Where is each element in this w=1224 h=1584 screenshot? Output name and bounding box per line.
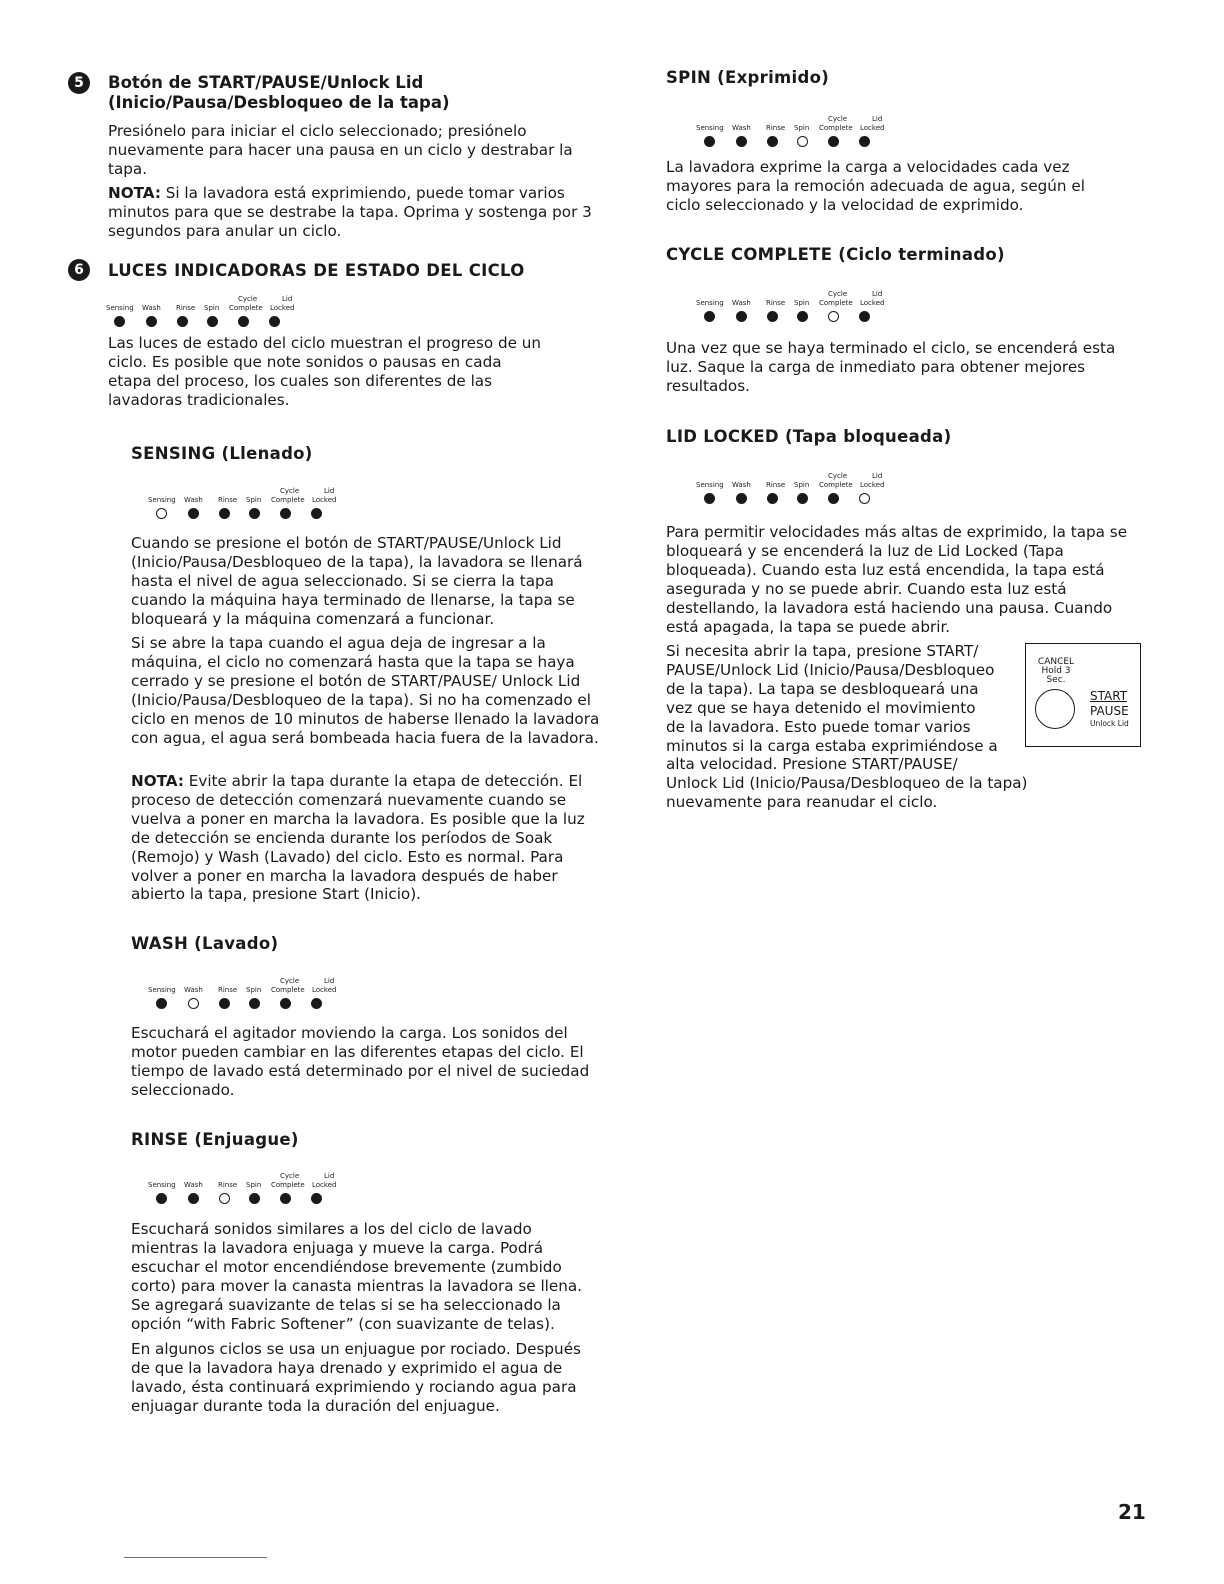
label-sensing: Sensing <box>696 481 724 489</box>
label-cycle: Cycle <box>238 295 258 303</box>
section-5-title-line2: (Inicio/Pausa/Desbloqueo de la tapa) <box>108 93 450 112</box>
section-5-title <box>108 73 608 113</box>
light-spin-icon <box>249 1193 260 1204</box>
indicator-lights-rinse <box>148 1163 378 1205</box>
label-rinse: Rinse <box>218 986 238 994</box>
cycle-complete-body: Una vez que se haya terminado el ciclo, se encenderá esta luz. Saque la carga de inmediato para obtener mejores resultados. <box>666 339 1116 395</box>
light-wash-icon <box>736 136 747 147</box>
label-locked: Locked <box>860 124 885 132</box>
section-5-number-icon: 5 <box>68 72 90 94</box>
label-cycle: Cycle <box>828 115 848 123</box>
label-rinse: Rinse <box>218 496 238 504</box>
label-rinse: Rinse <box>766 124 786 132</box>
label-wash: Wash <box>184 986 203 994</box>
light-rinse-icon <box>767 311 778 322</box>
label-complete: Complete <box>819 481 853 489</box>
light-lid-locked-icon <box>311 508 322 519</box>
label-sensing: Sensing <box>696 299 724 307</box>
light-spin-icon <box>207 316 218 327</box>
label-spin: Spin <box>794 299 810 307</box>
note-label: NOTA: <box>131 772 184 790</box>
label-wash: Wash <box>184 496 203 504</box>
label-locked: Locked <box>312 496 337 504</box>
label-lid: Lid <box>324 1172 335 1180</box>
label-locked: Locked <box>312 986 337 994</box>
indicator-lights-lid-locked <box>696 463 926 505</box>
label-cycle: Cycle <box>280 977 300 985</box>
section-5-body: Presiónelo para iniciar el ciclo seleccionado; presiónelo nuevamente para hacer una pausa en un ciclo y destrabar la tapa. <box>108 122 573 178</box>
light-sensing-icon <box>156 508 167 519</box>
light-sensing-icon <box>114 316 125 327</box>
light-cycle-complete-icon <box>828 136 839 147</box>
label-cycle: Cycle <box>828 290 848 298</box>
light-rinse-icon <box>219 508 230 519</box>
sensing-note <box>131 772 601 904</box>
lid-locked-p2-line: nuevamente para reanudar el ciclo. <box>666 793 938 812</box>
label-spin: Spin <box>204 304 220 312</box>
label-cycle: Cycle <box>280 487 300 495</box>
light-spin-icon <box>797 311 808 322</box>
lid-locked-p2-line: PAUSE/Unlock Lid (Inicio/Pausa/Desbloqueo <box>666 660 995 679</box>
rinse-p1: Escuchará sonidos similares a los del ciclo de lavado mientras la lavadora enjuaga y mueve la carga. Podrá escuchar el motor encendiéndose brevemente (zumbido corto) para mover la canasta mientras la lavadora se llena. Se agregará suavizante de telas si se ha seleccionado la opción “with Fabric Softener” (con suavizante de telas). <box>131 1220 582 1333</box>
light-sensing-icon <box>704 311 715 322</box>
light-lid-locked-icon <box>311 1193 322 1204</box>
label-sensing: Sensing <box>148 496 176 504</box>
label-complete: Complete <box>819 124 853 132</box>
label-rinse: Rinse <box>766 481 786 489</box>
lid-locked-p2-line: de la lavadora. Esto puede tomar varios <box>666 717 971 736</box>
sensing-p1: Cuando se presione el botón de START/PAUSE/Unlock Lid (Inicio/Pausa/Desbloqueo de la tapa), la lavadora se llenará hasta el nivel de agua seleccionado. Si se cierra la tapa cuando la máquina haya terminado de llenarse, la tapa se bloqueará y la máquina comenzará a funcionar. <box>131 534 583 628</box>
spin-body: La lavadora exprime la carga a velocidades cada vez mayores para la remoción adecuada de agua, según el ciclo seleccionado y la velocidad de exprimido. <box>666 158 1085 214</box>
indicator-lights-spin <box>696 106 926 148</box>
label-wash: Wash <box>184 1181 203 1189</box>
rinse-p2: En algunos ciclos se usa un enjuague por rociado. Después de que la lavadora haya drenado y exprimido el agua de lavado, ésta continuará exprimiendo y rociando agua para enjuagar durante toda la duración del enjuague. <box>131 1340 581 1415</box>
label-wash: Wash <box>142 304 161 312</box>
wash-body: Escuchará el agitador moviendo la carga. Los sonidos del motor pueden cambiar en las diferentes etapas del ciclo. El tiempo de lavado está determinado por el nivel de suciedad seleccionado. <box>131 1024 590 1099</box>
light-spin-icon <box>249 998 260 1009</box>
lid-locked-p2-line: vez que se haya detenido el movimiento <box>666 698 976 717</box>
panel-cancel-label: CANCEL <box>1037 657 1075 667</box>
label-wash: Wash <box>732 124 751 132</box>
label-lid: Lid <box>282 295 293 303</box>
indicator-lights-wash <box>148 968 378 1010</box>
label-sensing: Sensing <box>148 986 176 994</box>
note-label: NOTA: <box>108 184 161 202</box>
light-lid-locked-icon <box>859 136 870 147</box>
section-5-title-line1: Botón de START/PAUSE/Unlock Lid <box>108 73 424 92</box>
label-locked: Locked <box>860 299 885 307</box>
page-number: 21 <box>1118 1500 1146 1524</box>
light-rinse-icon <box>219 998 230 1009</box>
light-lid-locked-icon <box>859 493 870 504</box>
section-6-body: Las luces de estado del ciclo muestran el progreso de un ciclo. Es posible que note sonidos o pausas en cada etapa del proceso, los cuales son diferentes de las lavadoras tradicionales. <box>108 334 542 409</box>
label-lid: Lid <box>872 115 883 123</box>
light-wash-icon <box>736 493 747 504</box>
indicator-lights-sensing <box>148 478 378 520</box>
spin-title: SPIN (Exprimido) <box>666 68 830 87</box>
label-lid: Lid <box>872 290 883 298</box>
wash-title: WASH (Lavado) <box>131 934 279 953</box>
panel-unlock-label: Unlock Lid <box>1090 719 1129 728</box>
start-pause-button-icon <box>1035 689 1075 729</box>
footer-rule <box>124 1557 267 1558</box>
light-cycle-complete-icon <box>828 311 839 322</box>
label-complete: Complete <box>271 986 305 994</box>
section-5-note <box>108 184 608 241</box>
label-locked: Locked <box>860 481 885 489</box>
indicator-lights-all <box>106 286 336 328</box>
label-spin: Spin <box>794 124 810 132</box>
lid-locked-p2-line: Si necesita abrir la tapa, presione START/ <box>666 642 979 660</box>
light-wash-icon <box>188 998 199 1009</box>
cycle-complete-title: CYCLE COMPLETE (Ciclo terminado) <box>666 245 1005 264</box>
panel-cancel-text <box>1032 658 1080 685</box>
label-lid: Lid <box>872 472 883 480</box>
light-spin-icon <box>249 508 260 519</box>
light-cycle-complete-icon <box>280 998 291 1009</box>
indicator-lights-cycle-complete <box>696 281 926 323</box>
rinse-title: RINSE (Enjuague) <box>131 1130 299 1149</box>
lid-locked-p2-line: de la tapa). La tapa se desbloqueará una <box>666 679 979 698</box>
label-complete: Complete <box>819 299 853 307</box>
start-pause-panel-illustration <box>1025 643 1141 747</box>
label-lid: Lid <box>324 487 335 495</box>
light-cycle-complete-icon <box>280 1193 291 1204</box>
label-cycle: Cycle <box>280 1172 300 1180</box>
note-text: Evite abrir la tapa durante la etapa de detección. El proceso de detección comenzará nuevamente cuando se vuelva a poner en marcha la lavadora. Es posible que la luz de detección se encienda durante los períodos de Soak (Remojo) y Wash (Lavado) del ciclo. Esto es normal. Para volver a poner en marcha la lavadora después de haber abierto la tapa, presione Start (Inicio). <box>131 772 585 904</box>
label-spin: Spin <box>794 481 810 489</box>
light-spin-icon <box>797 493 808 504</box>
light-sensing-icon <box>704 493 715 504</box>
light-cycle-complete-icon <box>238 316 249 327</box>
section-6-number-icon: 6 <box>68 259 90 281</box>
label-complete: Complete <box>229 304 263 312</box>
label-spin: Spin <box>246 986 262 994</box>
label-cycle: Cycle <box>828 472 848 480</box>
label-sensing: Sensing <box>148 1181 176 1189</box>
light-rinse-icon <box>767 493 778 504</box>
label-rinse: Rinse <box>176 304 196 312</box>
light-rinse-icon <box>177 316 188 327</box>
panel-hold-label: Hold 3 Sec. <box>1041 666 1071 685</box>
label-rinse: Rinse <box>218 1181 238 1189</box>
label-spin: Spin <box>246 1181 262 1189</box>
light-lid-locked-icon <box>859 311 870 322</box>
label-locked: Locked <box>312 1181 337 1189</box>
sensing-p2: Si se abre la tapa cuando el agua deja de ingresar a la máquina, el ciclo no comenzará hasta que la tapa se haya cerrado y se presione el botón de START/PAUSE/ Unlock Lid (Inicio/Pausa/Desbloqueo de la tapa). Si no ha comenzado el ciclo en menos de 10 minutos de haberse llenado la lavadora con agua, el agua será bombeada hacia fuera de la lavadora. <box>131 634 600 747</box>
light-wash-icon <box>146 316 157 327</box>
label-complete: Complete <box>271 1181 305 1189</box>
panel-start-label: START <box>1090 689 1128 703</box>
light-wash-icon <box>188 1193 199 1204</box>
label-rinse: Rinse <box>766 299 786 307</box>
light-sensing-icon <box>156 998 167 1009</box>
lid-locked-p2-line: Unlock Lid (Inicio/Pausa/Desbloqueo de la tapa) <box>666 774 1028 793</box>
label-spin: Spin <box>246 496 262 504</box>
light-sensing-icon <box>156 1193 167 1204</box>
lid-locked-p2-line: minutos si la carga estaba exprimiéndose a <box>666 736 998 755</box>
light-sensing-icon <box>704 136 715 147</box>
label-wash: Wash <box>732 299 751 307</box>
sensing-title: SENSING (Llenado) <box>131 444 313 463</box>
light-cycle-complete-icon <box>280 508 291 519</box>
label-locked: Locked <box>270 304 295 312</box>
light-rinse-icon <box>767 136 778 147</box>
lid-locked-title: LID LOCKED (Tapa bloqueada) <box>666 427 952 446</box>
label-wash: Wash <box>732 481 751 489</box>
light-rinse-icon <box>219 1193 230 1204</box>
lid-locked-p2-line: alta velocidad. Presione START/PAUSE/ <box>666 755 958 774</box>
light-spin-icon <box>797 136 808 147</box>
label-lid: Lid <box>324 977 335 985</box>
label-complete: Complete <box>271 496 305 504</box>
light-lid-locked-icon <box>311 998 322 1009</box>
light-wash-icon <box>188 508 199 519</box>
light-lid-locked-icon <box>269 316 280 327</box>
lid-locked-p1: Para permitir velocidades más altas de exprimido, la tapa se bloqueará y se encenderá la luz de Lid Locked (Tapa bloqueada). Cuando esta luz está encendida, la tapa está asegurada y no se puede abrir. Cuando esta luz está destellando, la lavadora está haciendo una pausa. Cuando está apagada, la tapa se puede abrir. <box>666 523 1128 636</box>
note-text: Si la lavadora está exprimiendo, puede tomar varios minutos para que se destrabe la tapa. Oprima y sostenga por 3 segundos para anular un ciclo. <box>108 184 592 240</box>
label-sensing: Sensing <box>106 304 134 312</box>
light-wash-icon <box>736 311 747 322</box>
panel-pause-label: PAUSE <box>1090 704 1129 718</box>
light-cycle-complete-icon <box>828 493 839 504</box>
section-6-title: LUCES INDICADORAS DE ESTADO DEL CICLO <box>108 261 525 280</box>
label-sensing: Sensing <box>696 124 724 132</box>
